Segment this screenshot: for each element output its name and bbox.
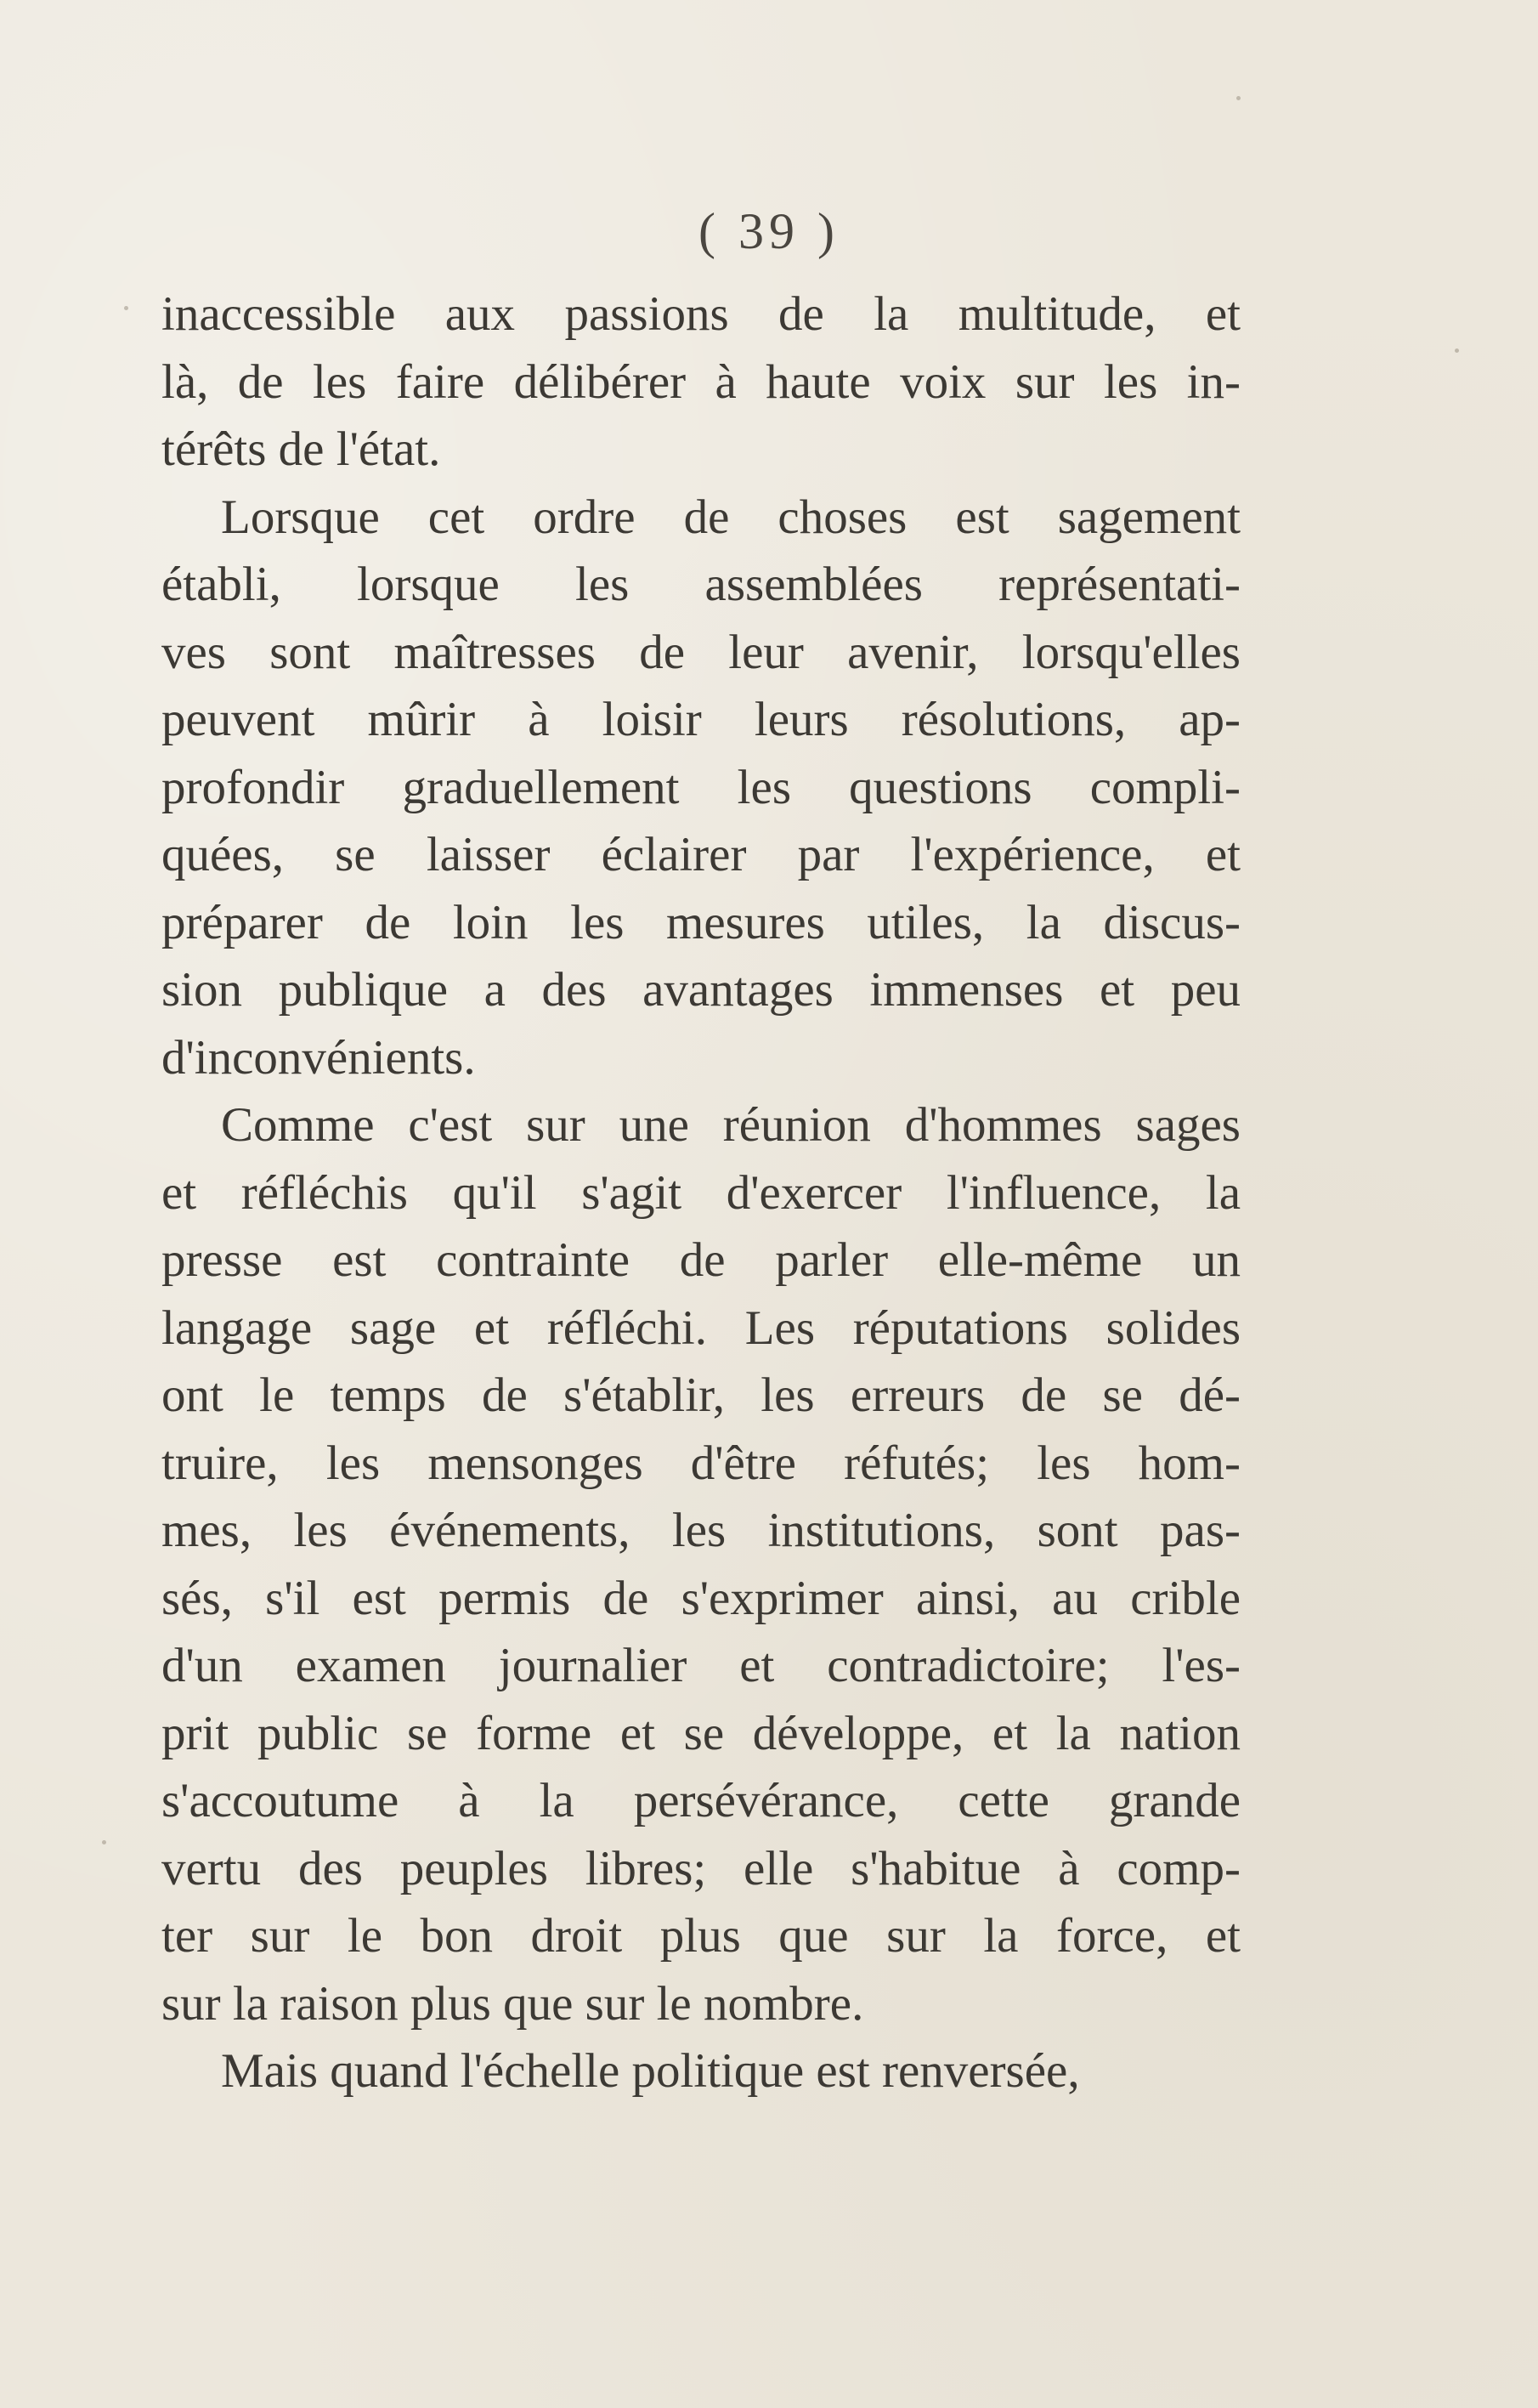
text-line: sion publique a des avantages immenses et peu [161,963,1241,1017]
text-line: langage sage et réfléchi. Les réputations solides [161,1300,1241,1355]
paragraph-start-line: Lorsque cet ordre de choses est sagement [221,490,1241,544]
page-number: ( 39 ) [698,203,840,259]
text-line: mes, les événements, les institutions, sont pas- [161,1504,1241,1557]
paper-speck [124,306,128,310]
text-line: ves sont maîtresses de leur avenir, lorsqu'elles [161,625,1241,679]
text-line: profondir graduellement les questions compli- [161,760,1241,814]
text-line: térêts de l'état. [161,422,441,476]
text-line: prit public se forme et se développe, et la nation [161,1706,1241,1760]
paper-speck [102,1840,106,1844]
text-line: d'un examen journalier et contradictoire; l'es- [161,1639,1241,1692]
text-line: préparer de loin les mesures utiles, la discus- [161,895,1241,949]
paper-speck [1236,96,1241,100]
text-line: presse est contrainte de parler elle-même un [161,1233,1241,1287]
text-line: s'accoutume à la persévérance, cette grande [161,1774,1241,1827]
text-line: établi, lorsque les assemblées représentati- [161,558,1241,611]
text-line: truire, les mensonges d'être réfutés; les hom- [161,1436,1241,1490]
paragraph-start-line: Comme c'est sur une réunion d'hommes sages [221,1098,1241,1152]
body-text [161,280,1241,2105]
text-line: sés, s'il est permis de s'exprimer ainsi, au crible [161,1571,1241,1625]
text-line: d'inconvénients. [161,1030,476,1085]
text-line: ter sur le bon droit plus que sur la force, et [161,1909,1241,1963]
text-line: là, de les faire délibérer à haute voix sur les in- [161,354,1241,409]
text-line: quées, se laisser éclairer par l'expérience, et [161,828,1241,881]
paragraph-start-line: Mais quand l'échelle politique est renversée, [221,2044,1080,2098]
text-line: sur la raison plus que sur le nombre. [161,1976,864,2031]
text-line: ont le temps de s'établir, les erreurs de se dé- [161,1368,1241,1422]
text-line: inaccessible aux passions de la multitude, et [161,287,1241,341]
paper-speck [1455,348,1459,353]
text-line: et réfléchis qu'il s'agit d'exercer l'influence, la [161,1165,1241,1220]
text-line: vertu des peuples libres; elle s'habitue à comp- [161,1841,1241,1895]
text-line: peuvent mûrir à loisir leurs résolutions, ap- [161,693,1241,746]
